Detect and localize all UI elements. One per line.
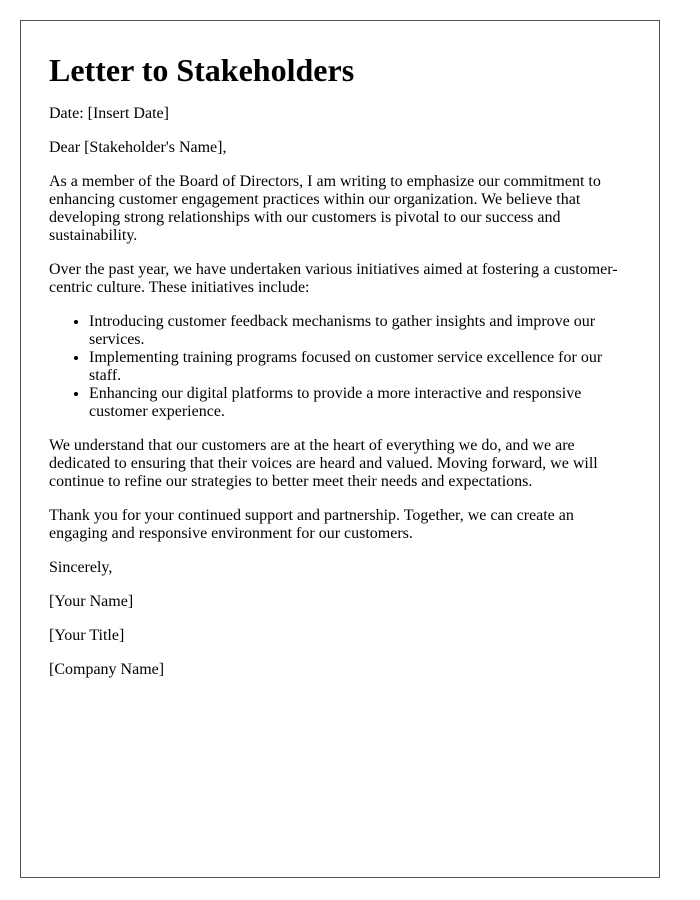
signature-title: [Your Title]	[49, 627, 125, 644]
closing: Sincerely,	[49, 559, 113, 576]
initiatives-list	[49, 313, 633, 421]
letter-content	[49, 52, 633, 695]
intro-paragraph: As a member of the Board of Directors, I am writing to emphasize our commitment to enhancing customer engagement practices within our organization. We believe that developing strong relationships with our customers is pivotal to our success and sustainability.	[49, 173, 601, 244]
letter-page	[20, 20, 660, 878]
signature-company: [Company Name]	[49, 661, 165, 678]
salutation: Dear [Stakeholder's Name],	[49, 139, 227, 156]
thanks-paragraph: Thank you for your continued support and partnership. Together, we can create an engaging and responsive environment for our customers.	[49, 507, 574, 542]
date-line: Date: [Insert Date]	[49, 105, 169, 122]
commitment-paragraph: We understand that our customers are at the heart of everything we do, and we are dedicated to ensuring that their voices are heard and valued. Moving forward, we will continue to refine our strategies to better meet their needs and expectations.	[49, 437, 598, 490]
list-item: • Enhancing our digital platforms to provide a more interactive and responsive customer experience.	[89, 385, 633, 421]
letter-title: Letter to Stakeholders	[49, 52, 355, 88]
signature-name: [Your Name]	[49, 593, 134, 610]
list-item: • Introducing customer feedback mechanisms to gather insights and improve our services.	[89, 313, 633, 349]
list-item: • Implementing training programs focused on customer service excellence for our staff.	[89, 349, 633, 385]
initiatives-intro-paragraph: Over the past year, we have undertaken various initiatives aimed at fostering a customer-centric culture. These initiatives include:	[49, 261, 618, 296]
